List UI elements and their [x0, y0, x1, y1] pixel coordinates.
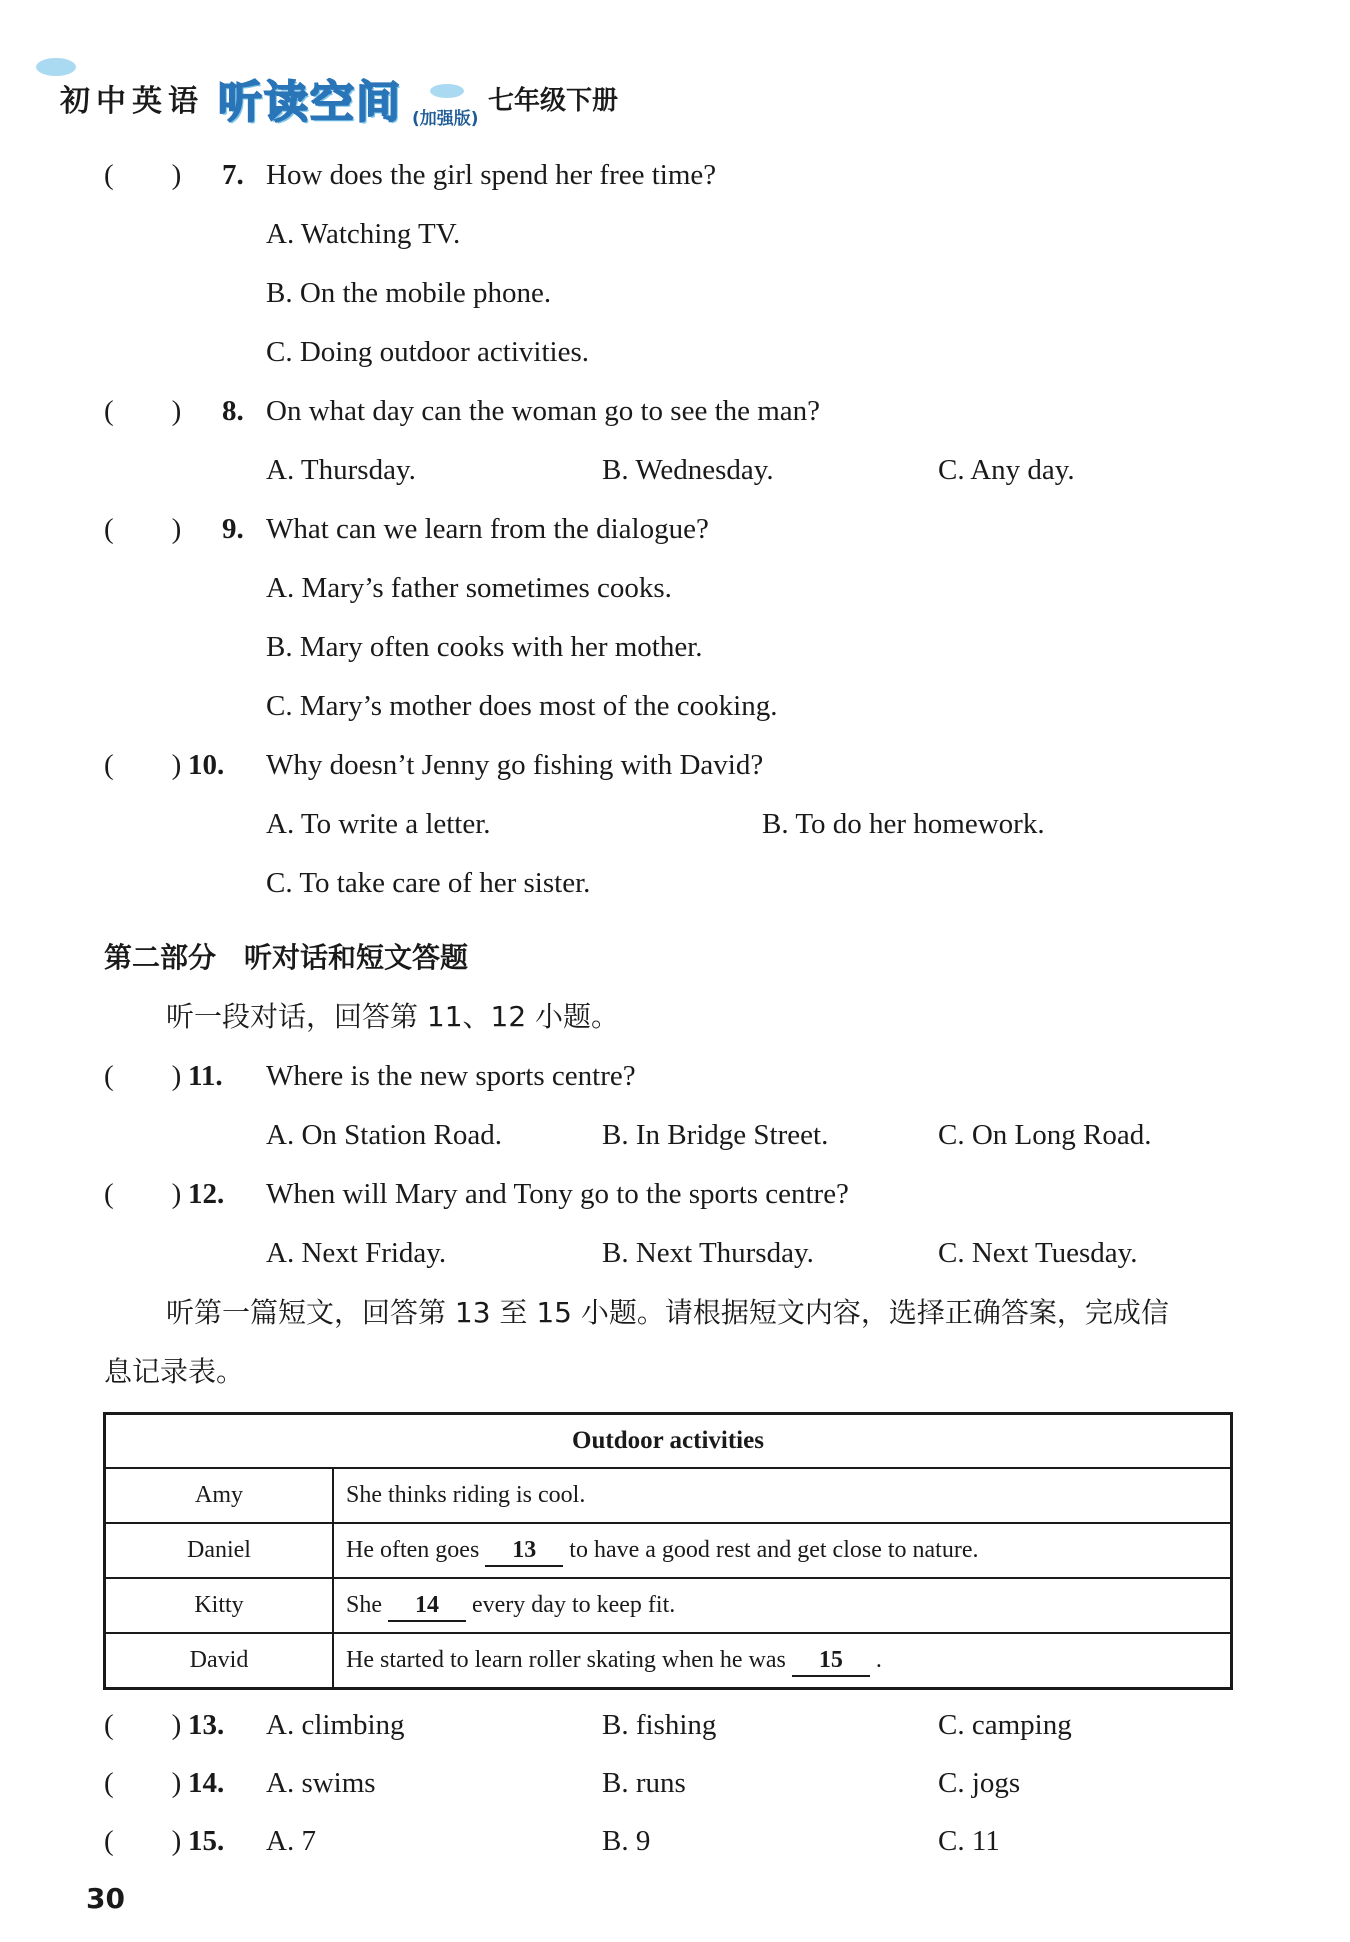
- instruction-dialogue: 听一段对话，回答第 11、12 小题。: [166, 1000, 620, 1033]
- question-text: What can we learn from the dialogue?: [266, 513, 709, 545]
- answer-blank[interactable]: 13: [485, 1535, 563, 1567]
- option-a[interactable]: A. climbing: [266, 1709, 405, 1741]
- question-text: Where is the new sports centre?: [266, 1060, 636, 1092]
- option-a[interactable]: A. Watching TV.: [266, 218, 461, 250]
- question-text: On what day can the woman go to see the man?: [266, 395, 821, 427]
- option-a[interactable]: A. To write a letter.: [266, 808, 491, 840]
- option-b[interactable]: B. 9: [602, 1825, 651, 1857]
- question-text: Why doesn’t Jenny go fishing with David?: [266, 749, 764, 781]
- activity-description: She 14 every day to keep fit.: [346, 1579, 675, 1632]
- grade-label: 七年级下册: [488, 86, 619, 116]
- question-number: 15.: [188, 1825, 225, 1857]
- table-title: Outdoor activities: [106, 1415, 1230, 1469]
- question-number: 12.: [188, 1178, 225, 1210]
- answer-bracket[interactable]: ( ): [104, 159, 182, 191]
- option-a[interactable]: A. Thursday.: [266, 454, 416, 486]
- option-a[interactable]: A. Next Friday.: [266, 1237, 447, 1269]
- question-number: 9.: [222, 513, 244, 545]
- option-b[interactable]: B. On the mobile phone.: [266, 277, 552, 309]
- activity-description: He often goes 13 to have a good rest and get close to nature.: [346, 1524, 979, 1577]
- option-c[interactable]: C. jogs: [938, 1767, 1021, 1799]
- option-c[interactable]: C. Mary’s mother does most of the cooking.: [266, 690, 778, 722]
- option-a[interactable]: A. Mary’s father sometimes cooks.: [266, 572, 672, 604]
- brand-logo: 听读空间: [218, 77, 402, 128]
- question-text: When will Mary and Tony go to the sports centre?: [266, 1178, 849, 1210]
- question-number: 10.: [188, 749, 225, 781]
- option-a[interactable]: A. On Station Road.: [266, 1119, 503, 1151]
- question-number: 13.: [188, 1709, 225, 1741]
- question-text: How does the girl spend her free time?: [266, 159, 717, 191]
- option-c[interactable]: C. On Long Road.: [938, 1119, 1152, 1151]
- table-row: [106, 1579, 1230, 1634]
- option-b[interactable]: B. In Bridge Street.: [602, 1119, 829, 1151]
- option-b[interactable]: B. fishing: [602, 1709, 717, 1741]
- edition-label: (加强版): [412, 109, 479, 129]
- person-name: Amy: [106, 1469, 334, 1522]
- answer-blank[interactable]: 14: [388, 1590, 466, 1622]
- table-row: [106, 1524, 1230, 1579]
- option-c[interactable]: C. Doing outdoor activities.: [266, 336, 589, 368]
- instruction-passage-line2: 息记录表。: [104, 1355, 245, 1388]
- answer-bracket[interactable]: ( ): [104, 1767, 182, 1799]
- option-c[interactable]: C. camping: [938, 1709, 1072, 1741]
- answer-bracket[interactable]: ( ): [104, 513, 182, 545]
- option-b[interactable]: B. Next Thursday.: [602, 1237, 814, 1269]
- person-name: Daniel: [106, 1524, 334, 1577]
- activity-description: She thinks riding is cool.: [346, 1482, 586, 1508]
- answer-blank[interactable]: 15: [792, 1645, 870, 1677]
- option-c[interactable]: C. 11: [938, 1825, 1000, 1857]
- answer-bracket[interactable]: ( ): [104, 749, 182, 781]
- info-record-table: [103, 1412, 1233, 1690]
- answer-bracket[interactable]: ( ): [104, 1709, 182, 1741]
- option-b[interactable]: B. Mary often cooks with her mother.: [266, 631, 703, 663]
- cloud-decoration-icon: [36, 58, 76, 76]
- option-b[interactable]: B. Wednesday.: [602, 454, 774, 486]
- question-number: 14.: [188, 1767, 225, 1799]
- option-b[interactable]: B. To do her homework.: [762, 808, 1045, 840]
- answer-bracket[interactable]: ( ): [104, 1178, 182, 1210]
- option-c[interactable]: C. Any day.: [938, 454, 1075, 486]
- question-number: 7.: [222, 159, 244, 191]
- section-heading: 第二部分 听对话和短文答题: [104, 941, 469, 974]
- option-a[interactable]: A. 7: [266, 1825, 316, 1857]
- person-name: David: [106, 1634, 334, 1687]
- page-header: [60, 62, 660, 132]
- question-number: 11.: [188, 1060, 223, 1092]
- question-number: 8.: [222, 395, 244, 427]
- series-title: 初中英语: [60, 84, 204, 119]
- table-row: [106, 1634, 1230, 1687]
- instruction-passage-line1: 听第一篇短文，回答第 13 至 15 小题。请根据短文内容，选择正确答案，完成信: [166, 1296, 1169, 1329]
- answer-bracket[interactable]: ( ): [104, 395, 182, 427]
- option-c[interactable]: C. To take care of her sister.: [266, 867, 591, 899]
- cloud-decoration-icon: [430, 84, 464, 98]
- option-b[interactable]: B. runs: [602, 1767, 686, 1799]
- person-name: Kitty: [106, 1579, 334, 1632]
- answer-bracket[interactable]: ( ): [104, 1825, 182, 1857]
- answer-bracket[interactable]: ( ): [104, 1060, 182, 1092]
- activity-description: He started to learn roller skating when he was 15 .: [346, 1634, 882, 1687]
- page-number: 30: [86, 1882, 125, 1915]
- option-a[interactable]: A. swims: [266, 1767, 376, 1799]
- option-c[interactable]: C. Next Tuesday.: [938, 1237, 1138, 1269]
- table-row: [106, 1469, 1230, 1524]
